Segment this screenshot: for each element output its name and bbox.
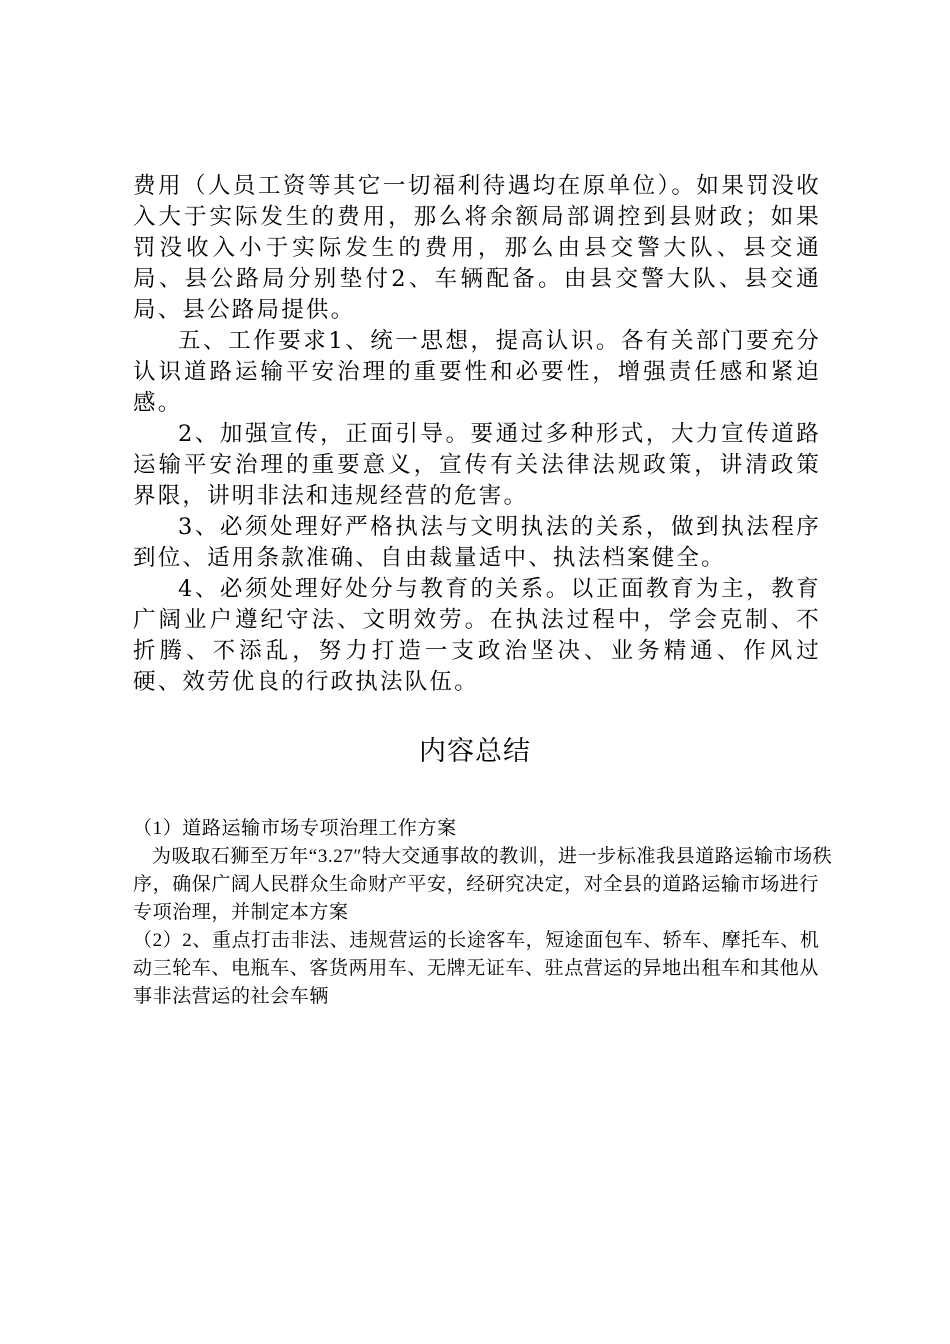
summary-item-2-text: （2）2、重点打击非法、违规营运的长途客车，短途面包车、轿车、摩托车、机动三轮车、电瓶车、客货两用车、无牌无证车、驻点营运的异地出租车和其他从事非法营运的社会车辆 (133, 930, 820, 1007)
summary-section (133, 815, 833, 1011)
summary-item-1-text: 为吸取石狮至万年“3.27″特大交通事故的教训，进一步标准我县道路运输市场秩序，确保广阔人民群众生命财产平安，经研究决定，对全县的道路运输市场进行专项治理，并制定本方案 (133, 846, 833, 923)
paragraph-publicity: 2、加强宣传，正面引导。要通过多种形式，大力宣传道路运输平安治理的重要意义，宣传有关法律法规政策，讲清政策界限，讲明非法和违规经营的危害。 (133, 421, 821, 509)
paragraph-education: 4、必须处理好处分与教育的关系。以正面教育为主，教育广阔业户遵纪守法、文明效劳。在执法过程中，学会克制、不折腾、不添乱，努力打造一支政治坚决、业务精通、作风过硬、效劳优良的行政执法队伍。 (133, 576, 821, 695)
document-body (133, 171, 821, 698)
summary-title: 内容总结 (419, 736, 531, 767)
paragraph-work-requirements: 五、工作要求1、统一思想，提高认识。各有关部门要充分认识道路运输平安治理的重要性和必要性，增强责任感和紧迫感。 (133, 328, 821, 416)
paragraph-law-enforcement: 3、必须处理好严格执法与文明执法的关系，做到执法程序到位、适用条款准确、自由裁量适中、执法档案健全。 (133, 514, 821, 571)
paragraph-expenses: 费用（人员工资等其它一切福利待遇均在原单位）。如果罚没收入大于实际发生的费用，那么将余额局部调控到县财政；如果罚没收入小于实际发生的费用，那么由县交警大队、县交通局、县公路局分别垫付2、车辆配备。由县交警大队、县交通局、县公路局提供。 (133, 173, 821, 323)
summary-item-1-heading: （1）道路运输市场专项治理工作方案 (133, 818, 457, 839)
